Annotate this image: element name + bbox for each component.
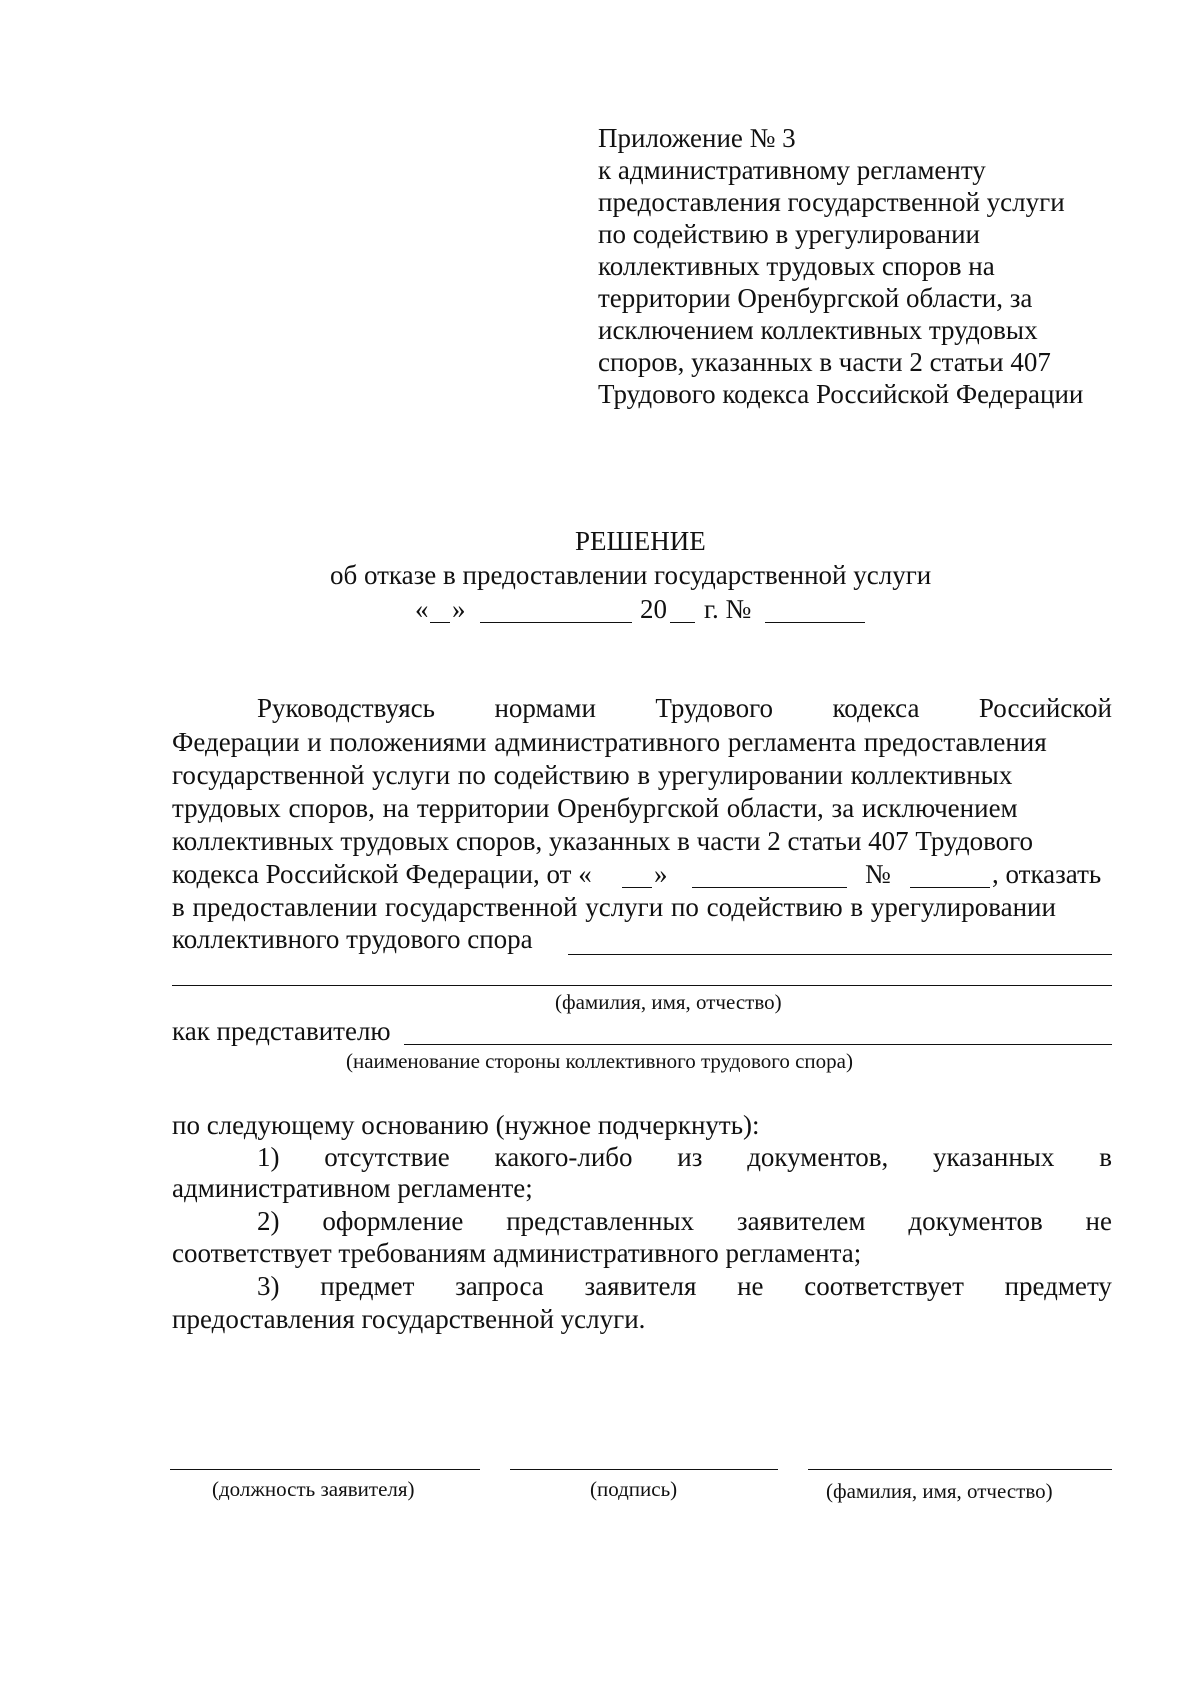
ground-word: 2)	[257, 1206, 280, 1236]
signature-line[interactable]	[510, 1469, 778, 1470]
ground-word: заявителем	[736, 1206, 866, 1236]
ground-word: заявителя	[584, 1271, 697, 1301]
dispute-blank[interactable]	[568, 954, 1112, 955]
ground-word: какого-либо	[494, 1142, 633, 1172]
party-caption: (наименование стороны коллективного трудового спора)	[346, 1049, 853, 1073]
ground-word: из	[677, 1142, 703, 1172]
ground-3-line-2: предоставления государственной услуги.	[172, 1304, 646, 1334]
body-line-7: в предоставлении государственной услуги по содействию в урегулировании	[172, 892, 1056, 922]
body-line-6-end: , отказать	[992, 859, 1102, 889]
appendix-line: исключением коллективных трудовых	[598, 315, 1038, 345]
body-line-8: коллективного трудового спора	[172, 924, 533, 954]
body-word: Трудового	[655, 693, 774, 723]
year-suffix: г. №	[704, 594, 752, 624]
ground-2-line-2: соответствует требованиям административного регламента;	[172, 1238, 862, 1268]
body-word: кодекса	[832, 693, 920, 723]
body-word: Российской	[978, 693, 1112, 723]
appendix-line: споров, указанных в части 2 статьи 407	[598, 347, 1051, 377]
representative-label: как представителю	[172, 1016, 391, 1046]
order-date-blank[interactable]	[692, 887, 847, 888]
ground-word: соответствует	[804, 1271, 964, 1301]
name-caption: (фамилия, имя, отчество)	[826, 1479, 1053, 1503]
signature-caption: (подпись)	[590, 1477, 678, 1501]
position-caption: (должность заявителя)	[212, 1477, 415, 1501]
grounds-intro: по следующему основанию (нужное подчеркнуть):	[172, 1110, 760, 1140]
body-line-6-number-sign: №	[865, 859, 891, 889]
body-line-6-close-quote: »	[654, 859, 668, 889]
body-line-6-start: кодекса Российской Федерации, от «	[172, 859, 592, 889]
date-open-quote: «	[415, 594, 429, 624]
ground-word: не	[737, 1271, 764, 1301]
appendix-line: предоставления государственной услуги	[598, 187, 1065, 217]
ground-2-line-1	[257, 1206, 1112, 1237]
appendix-block	[598, 122, 1083, 410]
body-line-4: трудовых споров, на территории Оренбургской области, за исключением	[172, 793, 1018, 823]
fio-blank[interactable]	[172, 985, 1112, 986]
number-blank[interactable]	[765, 622, 865, 623]
ground-word: предмет	[320, 1271, 415, 1301]
representative-blank[interactable]	[404, 1044, 1112, 1045]
name-signature-line[interactable]	[808, 1469, 1112, 1470]
year-blank[interactable]	[670, 622, 695, 623]
appendix-line: к административному регламенту	[598, 155, 986, 185]
ground-1-line-1	[257, 1142, 1112, 1173]
body-word: Руководствуясь	[257, 693, 435, 723]
position-signature-line[interactable]	[170, 1469, 480, 1470]
ground-word: документов,	[747, 1142, 889, 1172]
ground-word: запроса	[455, 1271, 544, 1301]
ground-word: документов	[908, 1206, 1043, 1236]
appendix-line: коллективных трудовых споров на	[598, 251, 995, 281]
body-word: нормами	[494, 693, 596, 723]
appendix-line: Приложение № 3	[598, 123, 796, 153]
year-prefix: 20	[640, 594, 667, 624]
ground-word: отсутствие	[324, 1142, 450, 1172]
appendix-line: территории Оренбургской области, за	[598, 283, 1033, 313]
order-number-blank[interactable]	[910, 887, 990, 888]
ground-word: предмету	[1004, 1271, 1112, 1301]
document-subtitle: об отказе в предоставлении государственной услуги	[330, 560, 932, 590]
ground-word: указанных	[933, 1142, 1055, 1172]
appendix-line: Трудового кодекса Российской Федерации	[598, 379, 1084, 409]
document-title: РЕШЕНИЕ	[575, 526, 706, 556]
order-day-blank[interactable]	[622, 887, 652, 888]
ground-word: представленных	[506, 1206, 695, 1236]
body-line-1	[257, 693, 1112, 724]
date-close-quote: »	[452, 594, 466, 624]
ground-word: не	[1085, 1206, 1112, 1236]
body-line-5: коллективных трудовых споров, указанных в части 2 статьи 407 Трудового	[172, 826, 1034, 856]
body-line-3: государственной услуги по содействию в урегулировании коллективных	[172, 760, 1013, 790]
ground-word: 1)	[257, 1142, 280, 1172]
appendix-line: по содействию в урегулировании	[598, 219, 980, 249]
ground-word: 3)	[257, 1271, 280, 1301]
ground-word: оформление	[322, 1206, 464, 1236]
month-blank[interactable]	[480, 622, 632, 623]
day-blank[interactable]	[430, 622, 450, 623]
ground-1-line-2: административном регламенте;	[172, 1173, 533, 1203]
fio-caption: (фамилия, имя, отчество)	[555, 990, 782, 1014]
ground-3-line-1	[257, 1271, 1112, 1302]
body-line-2: Федерации и положениями административного регламента предоставления	[172, 727, 1047, 757]
ground-word: в	[1099, 1142, 1112, 1172]
